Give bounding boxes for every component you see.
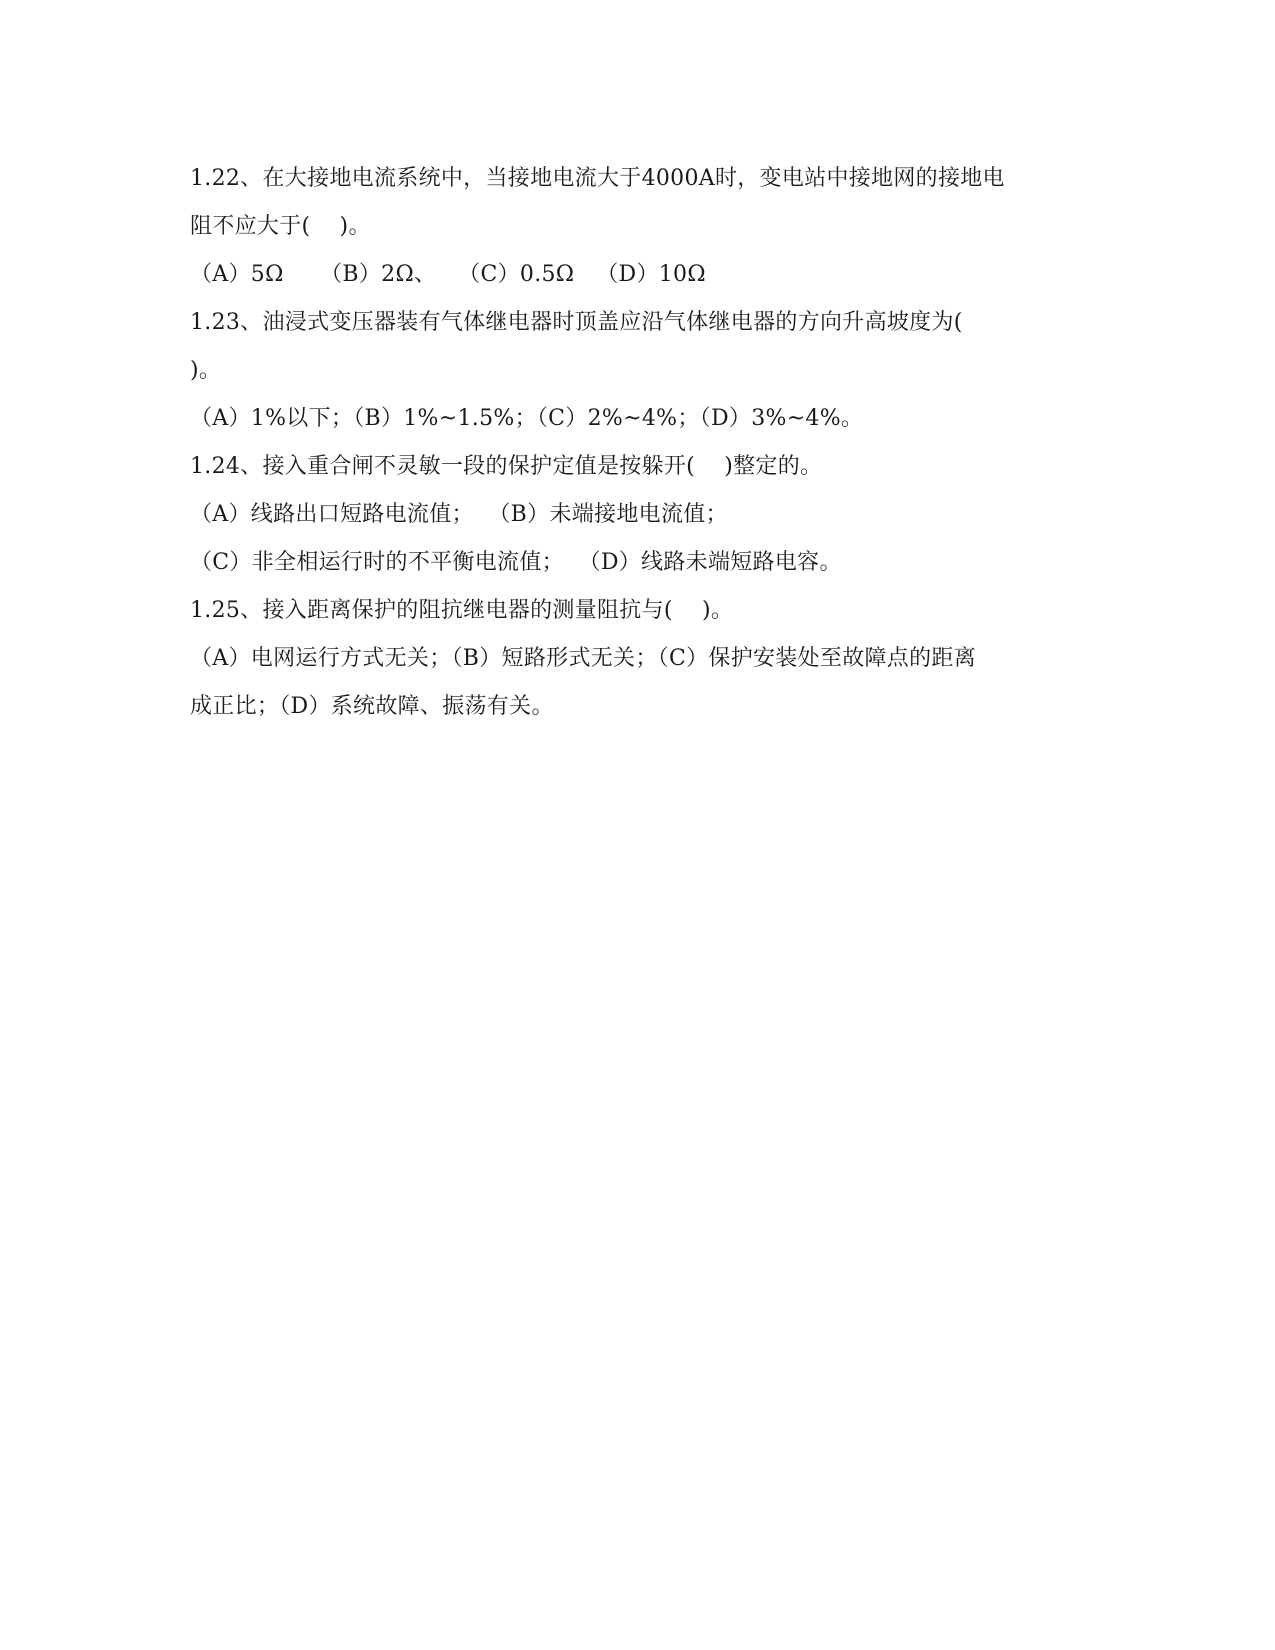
question-1-23-stem-line-2: )。	[190, 358, 222, 383]
question-1-24-options-line-2: （C）非全相运行时的不平衡电流值； （D）线路未端短路电容。	[190, 550, 842, 575]
question-1-22-stem-line-2: 阻不应大于( )。	[190, 214, 371, 239]
document-body	[190, 155, 1080, 731]
question-1-24-options-line-1: （A）线路出口短路电流值； （B）未端接地电流值；	[190, 502, 728, 527]
question-1-24-stem: 1.24、接入重合闸不灵敏一段的保护定值是按躲开( )整定的。	[190, 454, 823, 479]
question-1-22-stem-line-1: 1.22、在大接地电流系统中，当接地电流大于4000A时，变电站中接地网的接地电	[190, 166, 1005, 191]
question-1-22-options: （A）5Ω （B）2Ω、 （C）0.5Ω （D）10Ω	[190, 262, 706, 287]
question-1-23-stem-line-1: 1.23、油浸式变压器装有气体继电器时顶盖应沿气体继电器的方向升高坡度为(	[190, 310, 963, 335]
question-1-25-options-line-2: 成正比；（D）系统故障、振荡有关。	[190, 694, 554, 719]
question-1-25-stem: 1.25、接入距离保护的阻抗继电器的测量阻抗与( )。	[190, 598, 734, 623]
question-1-25-options-line-1: （A）电网运行方式无关；（B）短路形式无关；（C）保护安装处至故障点的距离	[190, 646, 976, 671]
question-1-23-options: （A）1%以下；（B）1%~1.5%；（C）2%~4%；（D）3%~4%。	[190, 406, 864, 431]
